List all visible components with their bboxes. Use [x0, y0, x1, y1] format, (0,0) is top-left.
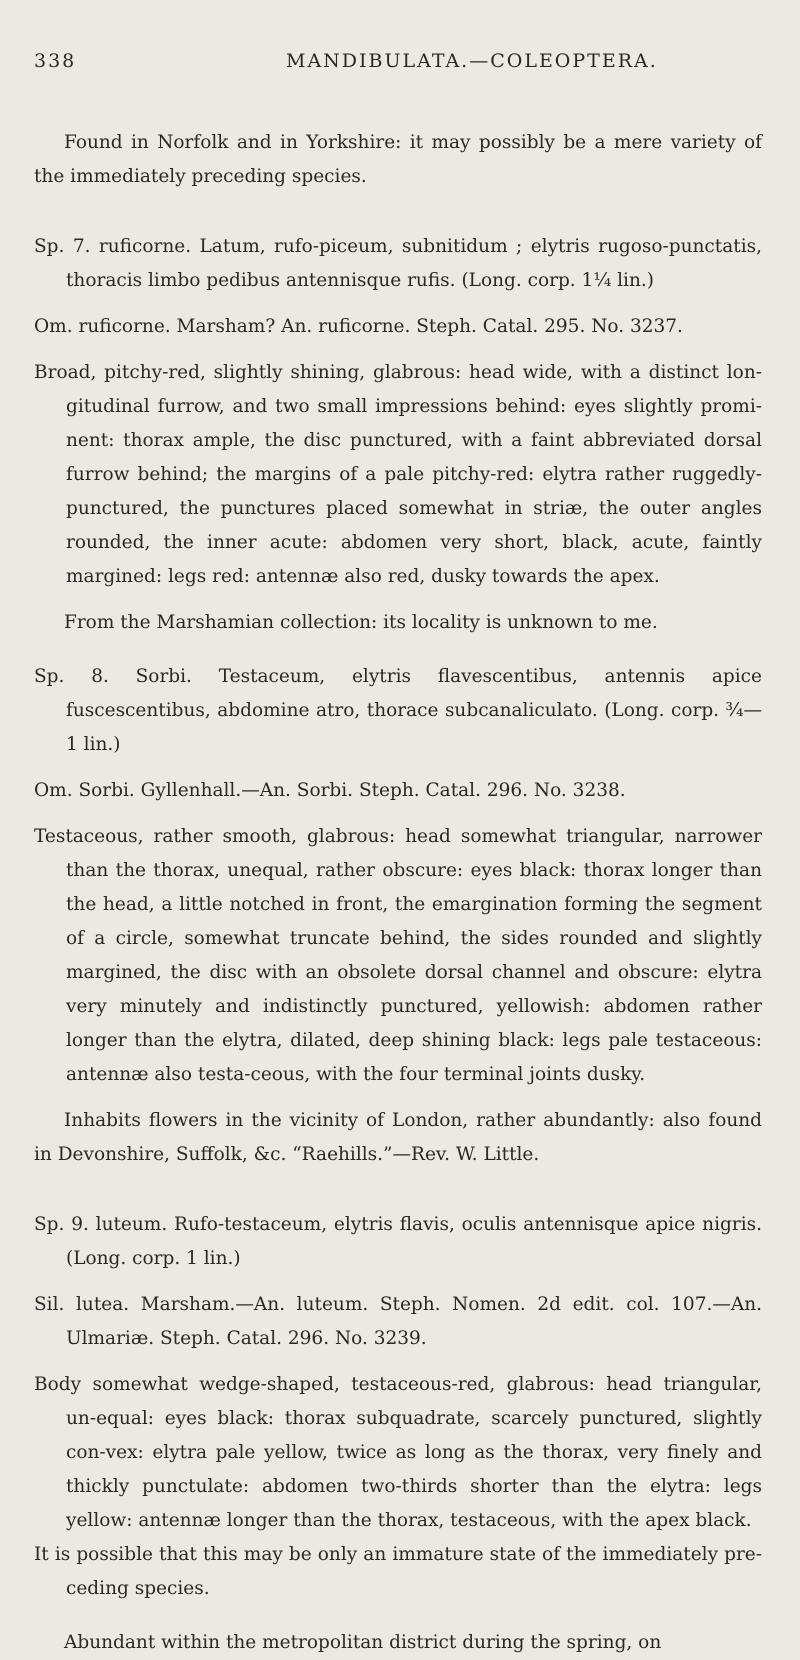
body-text	[34, 126, 762, 1660]
synonymy: Sil. lutea. Marsham.—An. luteum. Steph. Nomen. 2d edit. col. 107.—An. Ulmariæ. Steph. Catal. 296. No. 3239.	[34, 1294, 762, 1349]
note-paragraph: Found in Norfolk and in Yorkshire: it may possibly be a mere variety of the immediately preceding species.	[34, 132, 762, 187]
locality-note: Abundant within the metropolitan district during the spring, on	[64, 1632, 662, 1653]
species-diagnosis: Sp. 7. ruficorne. Latum, rufo-piceum, subnitidum ; elytris rugoso-punctatis, thoracis limbo pedibus antennisque rufis. (Long. corp. 1¼ lin.)	[34, 236, 762, 291]
synonymy: Om. ruficorne. Marsham? An. ruficorne. Steph. Catal. 295. No. 3237.	[34, 316, 683, 337]
species-description: Testaceous, rather smooth, glabrous: head somewhat triangular, narrower than the thorax, unequal, rather obscure: eyes black: thorax longer than the head, a little notched in front, the emargination forming the segment of a circle, somewhat truncate behind, the sides rounded and slightly margined, the disc with an obsolete dorsal channel and obscure: elytra very minutely and indistinctly punctured, yellowish: abdomen rather longer than the elytra, dilated, deep shining black: legs pale testaceous: antennæ also testa-ceous, with the four terminal joints dusky.	[34, 826, 762, 1085]
synonymy: Om. Sorbi. Gyllenhall.—An. Sorbi. Steph. Catal. 296. No. 3238.	[34, 780, 626, 801]
species-description: Broad, pitchy-red, slightly shining, glabrous: head wide, with a distinct lon-gitudinal furrow, and two small impressions behind: eyes slightly promi-nent: thorax ample, the disc punctured, with a faint abbreviated dorsal furrow behind; the margins of a pale pitchy-red: elytra rather ruggedly-punctured, the punctures placed somewhat in striæ, the outer angles rounded, the inner acute: abdomen very short, black, acute, faintly margined: legs red: antennæ also red, dusky towards the apex.	[34, 362, 762, 587]
species-diagnosis: Sp. 9. luteum. Rufo-testaceum, elytris flavis, oculis antennisque apice nigris. (Long. corp. 1 lin.)	[34, 1214, 762, 1269]
species-diagnosis: Sp. 8. Sorbi. Testaceum, elytris flavescentibus, antennis apice fuscescentibus, abdomine atro, thorace subcanaliculato. (Long. corp. ¾—1 lin.)	[34, 666, 762, 755]
running-title: MANDIBULATA.—COLEOPTERA.	[286, 50, 658, 72]
remark-paragraph: It is possible that this may be only an immature state of the immediately pre-ceding species.	[34, 1544, 762, 1599]
locality-note: Inhabits flowers in the vicinity of London, rather abundantly: also found in Devonshire, Suffolk, &c. “Raehills.”—Rev. W. Little.	[34, 1110, 762, 1165]
species-description: Body somewhat wedge-shaped, testaceous-red, glabrous: head triangular, un-equal: eyes black: thorax subquadrate, scarcely punctured, slightly con-vex: elytra pale yellow, twice as long as the thorax, very finely and thickly punctulate: abdomen two-thirds shorter than the elytra: legs yellow: antennæ longer than the thorax, testaceous, with the apex black.	[34, 1374, 762, 1531]
page-number: 338	[34, 50, 77, 72]
locality-note: From the Marshamian collection: its locality is unknown to me.	[64, 612, 658, 633]
